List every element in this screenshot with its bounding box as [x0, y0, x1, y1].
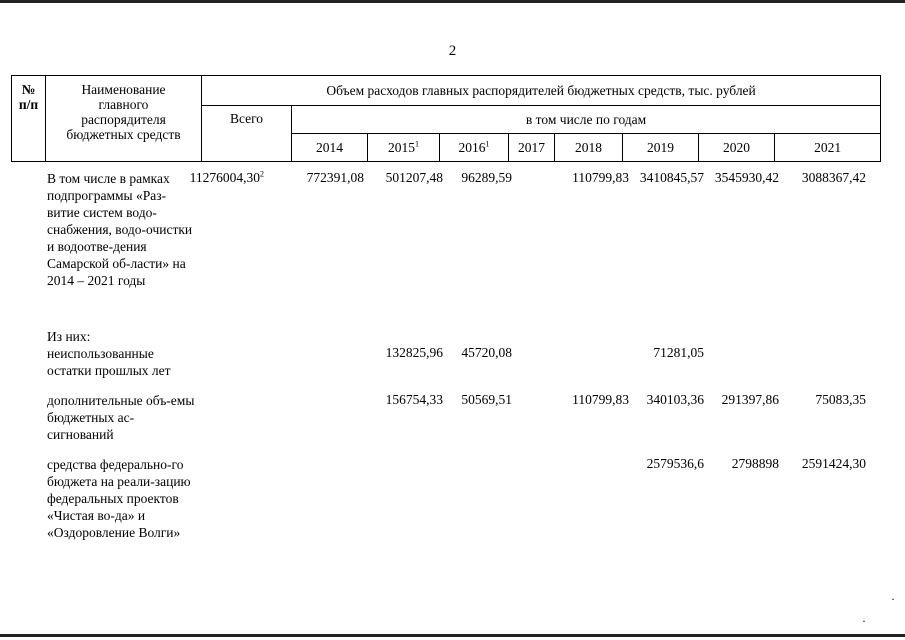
- header-year-2018: 2018: [555, 134, 623, 162]
- cell-2020: 3545930,42: [714, 170, 779, 185]
- cell-2016: 50569,51: [461, 392, 512, 407]
- cell-2021: 3088367,42: [801, 170, 866, 185]
- row-name: дополнительные объ-емы бюджетных ас-сигнований: [47, 393, 195, 442]
- cell-2015: 156754,33: [385, 392, 443, 407]
- header-year-2021: 2021: [775, 134, 881, 162]
- header-name-col: Наименование главного распорядителя бюджетных средств: [46, 76, 202, 162]
- cell-2021: 75083,35: [815, 392, 866, 407]
- cell-2019: 3410845,57: [639, 170, 704, 185]
- header-total: Всего: [202, 106, 292, 162]
- row-name: средства федерально-го бюджета на реали-зацию федеральных проектов «Чистая во-да» и «Оздоровление Волги»: [47, 457, 191, 540]
- header-num-col: № п/п: [12, 76, 46, 162]
- header-spending-title: Объем расходов главных распорядителей бюджетных средств, тыс. рублей: [202, 76, 881, 106]
- cell-2015: 132825,96: [385, 345, 443, 360]
- scan-speck: ·: [891, 592, 895, 606]
- cell-2018: 110799,83: [572, 392, 629, 407]
- cell-2020: 2798898: [731, 456, 779, 471]
- scan-speck: ·: [862, 614, 866, 628]
- page-number: 2: [448, 43, 457, 59]
- row-name-text: неиспользованные остатки прошлых лет: [47, 346, 171, 378]
- bottom-border-line: [0, 634, 905, 637]
- cell-2018: 110799,83: [572, 170, 629, 185]
- header-year-2019: 2019: [623, 134, 699, 162]
- row-name-lead: Из них:: [47, 329, 91, 344]
- header-year-2014: 2014: [292, 134, 368, 162]
- cell-2015: 501207,48: [385, 170, 443, 185]
- header-year-2020: 2020: [699, 134, 775, 162]
- cell-2014: 772391,08: [306, 170, 364, 185]
- top-border-line: [0, 0, 905, 3]
- cell-2016: 96289,59: [461, 170, 512, 185]
- cell-total: 11276004,30$^2$: [189, 169, 264, 185]
- cell-2020: 291397,86: [721, 392, 779, 407]
- header-table: [11, 75, 881, 162]
- cell-2019: 2579536,6: [646, 456, 704, 471]
- header-by-years: в том числе по годам: [292, 106, 881, 134]
- cell-2019: 340103,36: [646, 392, 704, 407]
- cell-2016: 45720,08: [461, 345, 512, 360]
- header-year-2017: 2017: [509, 134, 555, 162]
- header-year-2015: 2015$^1$: [368, 134, 440, 162]
- cell-2019: 71281,05: [653, 345, 704, 360]
- row-name: В том числе в рамках подпрограммы «Раз-витие систем водо-снабжения, водо-очистки и водоотве-дения Самарской об-ласти» на 2014 – 2021 годы: [47, 171, 193, 288]
- header-year-2016: 2016$^1$: [440, 134, 509, 162]
- row-name: [47, 328, 195, 379]
- cell-2021: 2591424,30: [801, 456, 866, 471]
